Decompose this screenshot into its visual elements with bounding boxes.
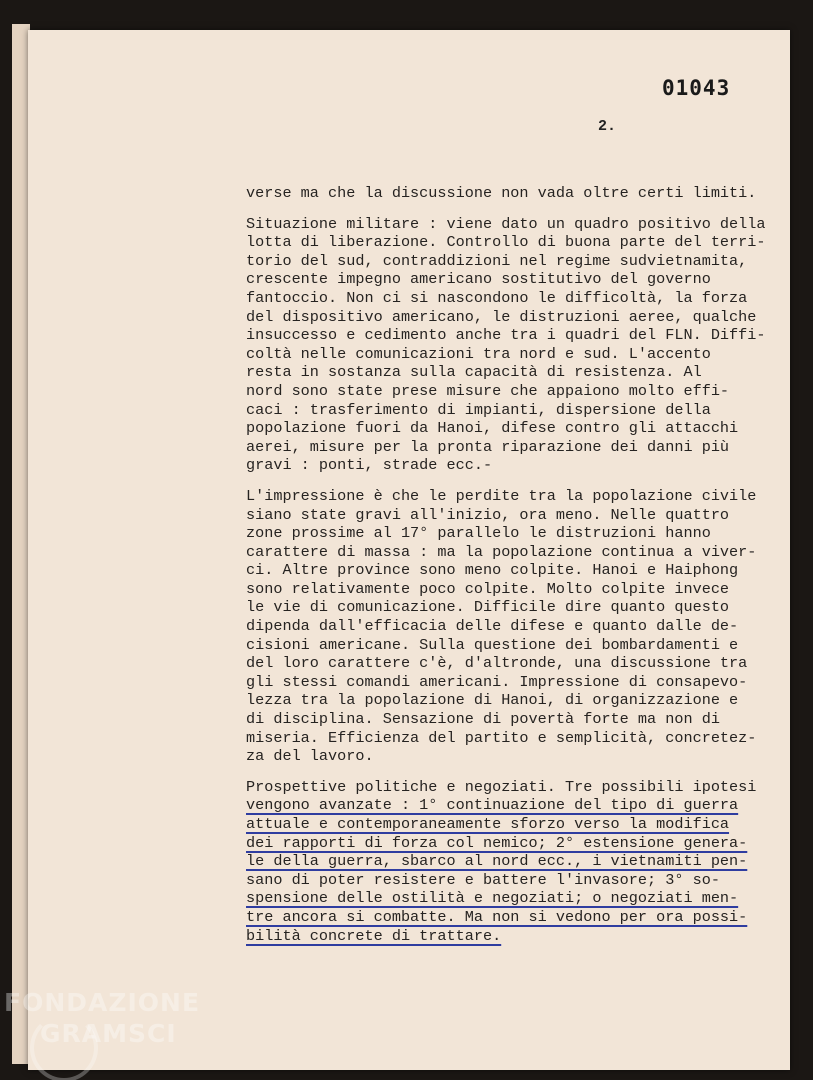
text-line: cisioni americane. Sulla questione dei bombardamenti e xyxy=(246,635,739,654)
text-line: le vie di comunicazione. Difficile dire quanto questo xyxy=(246,598,730,617)
text-line: caci : trasferimento di impianti, dispersione della xyxy=(246,400,711,419)
text-line: del loro carattere c'è, d'altronde, una discussione tra xyxy=(246,654,748,673)
text-line: L'impressione è che le perdite tra la popolazione civile xyxy=(246,486,757,505)
watermark xyxy=(4,990,200,1046)
text-line: insuccesso e cedimento anche tra i quadri del FLN. Diffi- xyxy=(246,326,766,345)
underlined-text-line: bilità concrete di trattare. xyxy=(246,926,502,945)
text-line: aerei, misure per la pronta riparazione dei danni più xyxy=(246,437,730,456)
underlined-text-line: spensione delle ostilità e negoziati; o negoziati men- xyxy=(246,889,739,908)
text-line: lotta di liberazione. Controllo di buona parte del terri- xyxy=(246,233,766,252)
text-line: verse ma che la discussione non vada oltre certi limiti. xyxy=(246,184,757,202)
paragraph-military-situation xyxy=(246,215,786,475)
paragraph-political-prospects xyxy=(246,778,786,945)
text-line: miseria. Efficienza del partito e semplicità, concretez- xyxy=(246,728,757,747)
text-line: gravi : ponti, strade ecc.- xyxy=(246,456,493,475)
paragraph-1 xyxy=(246,184,786,203)
underlined-text-line: vengono avanzate : 1° continuazione del tipo di guerra xyxy=(246,796,739,815)
text-line: za del lavoro. xyxy=(246,747,374,766)
text-line: resta in sostanza sulla capacità di resistenza. Al xyxy=(246,363,702,382)
text-line: siano state gravi all'inizio, ora meno. Nelle quattro xyxy=(246,505,730,524)
underlined-text-line: attuale e contemporaneamente sforzo verso la modifica xyxy=(246,815,730,833)
text-line: fantoccio. Non ci si nascondono le difficoltà, la forza xyxy=(246,288,748,307)
text-line: dipenda dall'efficacia delle difese e quanto dalle de- xyxy=(246,617,739,636)
text-line: del dispositivo americano, le distruzioni aeree, qualche xyxy=(246,307,757,326)
text-line: crescente impegno americano sostitutivo del governo xyxy=(246,270,711,289)
watermark-line-2: GRAMSCI xyxy=(40,1019,177,1048)
text-line: gli stessi comandi americani. Impressione di consapevo- xyxy=(246,672,748,691)
text-line: ci. Altre province sono meno colpite. Hanoi e Haiphong xyxy=(246,561,739,580)
text-line: coltà nelle comunicazioni tra nord e sud. L'accento xyxy=(246,344,711,363)
text-line: torio del sud, contraddizioni nel regime sudvietnamita, xyxy=(246,251,748,270)
text-line: sono relativamente poco colpite. Molto colpite invece xyxy=(246,579,730,598)
text-line: carattere di massa : ma la popolazione continua a viver- xyxy=(246,542,757,561)
text-line: sano di poter resistere e battere l'invasore; 3° so- xyxy=(246,870,720,889)
text-line: di disciplina. Sensazione di povertà forte ma non di xyxy=(246,710,720,729)
underlined-text-line: dei rapporti di forza col nemico; 2° estensione genera- xyxy=(246,833,748,852)
paragraph-civilian-impact xyxy=(246,487,786,766)
page-number: 2. xyxy=(598,118,617,135)
text-line: nord sono state prese misure che appaiono molto effi- xyxy=(246,381,730,400)
underlined-text-line: le della guerra, sbarco al nord ecc., i vietnamiti pen- xyxy=(246,852,748,871)
text-line: Prospettive politiche e negoziati. Tre possibili ipotesi xyxy=(246,777,757,796)
text-line: popolazione fuori da Hanoi, difese contro gli attacchi xyxy=(246,419,739,438)
watermark-line-1: FONDAZIONE xyxy=(4,988,201,1017)
text-line: lezza tra la popolazione di Hanoi, di organizzazione e xyxy=(246,691,739,710)
text-line: Situazione militare : viene dato un quadro positivo della xyxy=(246,214,766,233)
underlined-text-line: tre ancora si combatte. Ma non si vedono per ora possi- xyxy=(246,907,748,926)
typed-body-text xyxy=(246,184,786,957)
text-line: zone prossime al 17° parallelo le distruzioni hanno xyxy=(246,524,711,543)
archive-number: 01043 xyxy=(662,76,731,100)
